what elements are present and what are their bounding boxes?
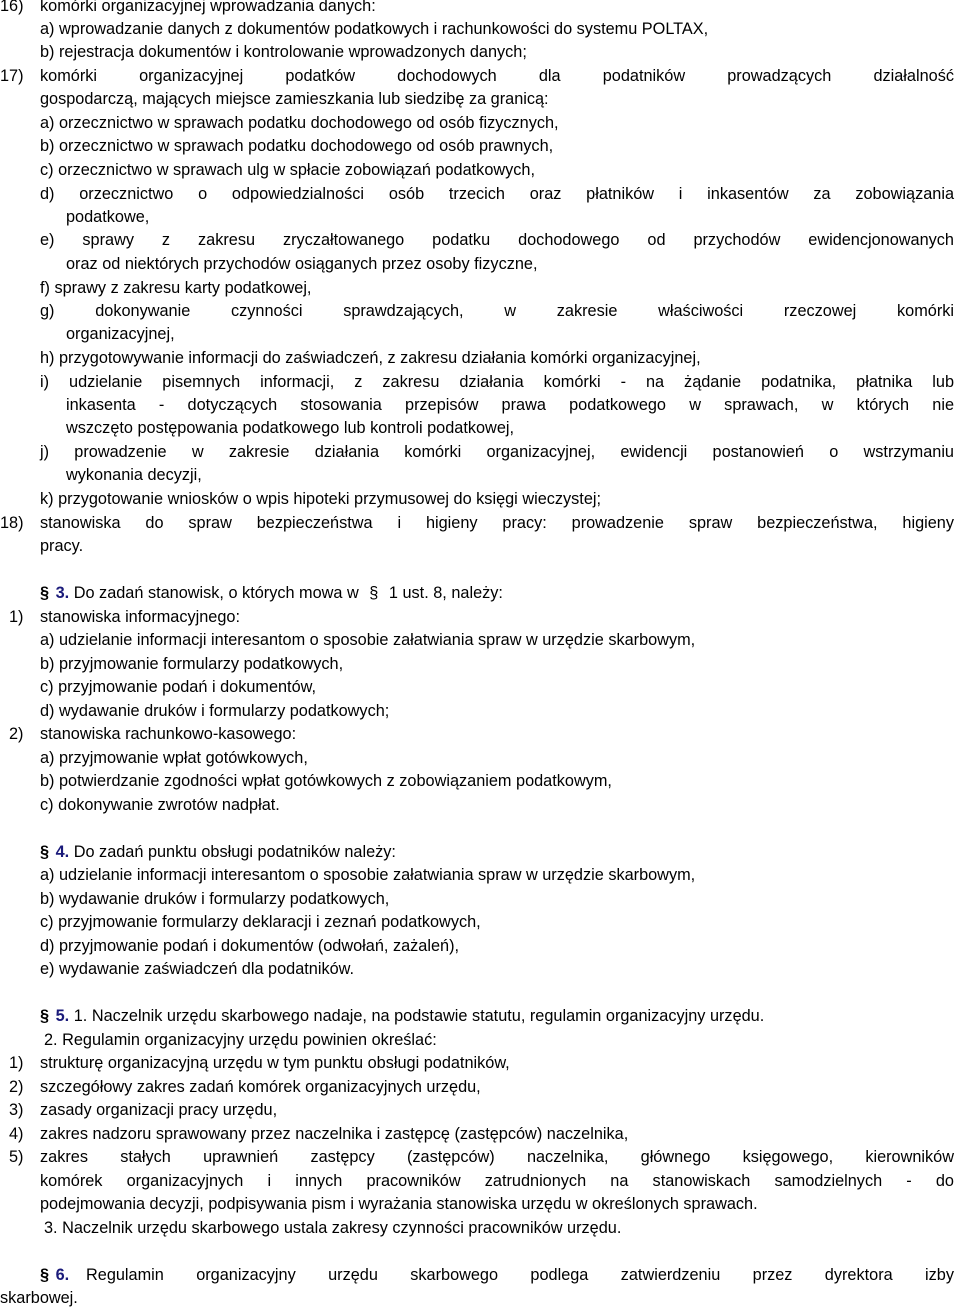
list-item-continuation: podatkowe, [66, 208, 150, 226]
item-number: 1) [9, 1054, 24, 1072]
item-heading: gospodarczą, mających miejsce zamieszkania lub siedzibę za granicą: [40, 90, 549, 108]
list-item [0, 1123, 954, 1146]
list-item: a) orzecznictwo w sprawach podatku dochodowego od osób fizycznych, [40, 114, 559, 132]
item-number: 2) [9, 725, 24, 743]
list-item-continuation: oraz od niektórych przychodów osiąganych przez osoby fizyczne, [66, 255, 538, 273]
list-item [0, 723, 954, 746]
list-item-continuation: organizacyjnej, [66, 325, 175, 343]
list-item: d) orzecznictwo o odpowiedzialności osób trzecich oraz płatników i inkasentów za zobowiązania [40, 185, 954, 203]
list-item: b) orzecznictwo w sprawach podatku dochodowego od osób prawnych, [40, 137, 554, 155]
section-4-heading [40, 841, 954, 864]
list-item: c) orzecznictwo w sprawach ulg w spłacie zobowiązań podatkowych, [40, 161, 535, 179]
item-text: zasady organizacji pracy urzędu, [40, 1101, 278, 1119]
list-item: b) potwierdzanie zgodności wpłat gotówkowych z zobowiązaniem podatkowym, [40, 772, 612, 790]
section-text: 1. Naczelnik urzędu skarbowego nadaje, na podstawie statutu, regulamin organizacyjny urzędu. [73, 1007, 765, 1025]
item-heading: stanowiska rachunkowo-kasowego: [40, 725, 297, 743]
section-number: 6. [55, 1266, 70, 1284]
list-item-continuation: podejmowania decyzji, podpisywania pism i wyrażania stanowiska urzędu w określonych sprawach. [40, 1195, 758, 1213]
item-text: stanowiska do spraw bezpieczeństwa i higieny pracy: prowadzenie spraw bezpieczeństwa, higieny [40, 514, 954, 532]
section-text: skarbowej. [0, 1289, 78, 1307]
section-number: 4. [55, 843, 70, 861]
section-number: 3. [55, 584, 70, 602]
list-item: e) wydawanie zaświadczeń dla podatników. [40, 960, 355, 978]
list-item: j) prowadzenie w zakresie działania komórki organizacyjnej, ewidencji postanowień o wstrzymaniu [40, 443, 954, 461]
section-3-heading [40, 582, 954, 605]
list-item [0, 1052, 954, 1075]
section-text: Do zadań stanowisk, o których mowa w [73, 584, 359, 602]
list-item: b) przyjmowanie formularzy podatkowych, [40, 655, 344, 673]
paragraph: 2. Regulamin organizacyjny urzędu powinien określać: [44, 1031, 437, 1049]
item-text: zakres nadzoru sprawowany przez naczelnika i zastępcę (zastępców) naczelnika, [40, 1125, 629, 1143]
item-number: 1) [9, 608, 24, 626]
list-item: f) sprawy z zakresu karty podatkowej, [40, 279, 312, 297]
list-item: b) wydawanie druków i formularzy podatkowych, [40, 890, 390, 908]
list-item: k) przygotowanie wniosków o wpis hipoteki przymusowej do księgi wieczystej; [40, 490, 602, 508]
section-symbol: § [40, 584, 50, 602]
list-item [0, 606, 954, 629]
paragraph: 3. Naczelnik urzędu skarbowego ustala zakresy czynności pracowników urzędu. [44, 1219, 622, 1237]
list-item: c) dokonywanie zwrotów nadpłat. [40, 796, 280, 814]
paragraph-symbol: § [369, 584, 379, 602]
item-number: 18) [0, 514, 24, 532]
list-item: a) udzielanie informacji interesantom o sposobie załatwiania spraw w urzędzie skarbowym, [40, 866, 696, 884]
item-heading: komórki organizacyjnej podatków dochodowych dla podatników prowadzących działalność [40, 67, 954, 85]
list-item [0, 1099, 954, 1122]
section-text: 1 ust. 8, należy: [388, 584, 503, 602]
list-item: b) rejestracja dokumentów i kontrolowanie wprowadzonych danych; [40, 43, 527, 61]
list-item [0, 0, 954, 18]
item-heading: stanowiska informacyjnego: [40, 608, 240, 626]
list-item-continuation: wszczęto postępowania podatkowego lub kontroli podatkowej, [66, 419, 515, 437]
list-item: g) dokonywanie czynności sprawdzających, w zakresie właściwości rzeczowej komórki [40, 302, 954, 320]
list-item [0, 1076, 954, 1099]
list-item: d) przyjmowanie podań i dokumentów (odwołań, zażaleń), [40, 937, 460, 955]
item-number: 17) [0, 67, 24, 85]
list-item: c) przyjmowanie podań i dokumentów, [40, 678, 317, 696]
item-number: 5) [9, 1148, 24, 1166]
list-item: i) udzielanie pisemnych informacji, z zakresu działania komórki - na żądanie podatnika, płatnika lub [40, 373, 954, 391]
item-number: 16) [0, 0, 24, 15]
list-item: h) przygotowywanie informacji do zaświadczeń, z zakresu działania komórki organizacyjnej, [40, 349, 701, 367]
item-text: pracy. [40, 537, 84, 555]
section-symbol: § [40, 843, 50, 861]
section-text: Regulamin organizacyjny urzędu skarbowego podlega zatwierdzeniu przez dyrektora izby [86, 1266, 954, 1284]
section-symbol: § [40, 1266, 50, 1284]
item-text: strukturę organizacyjną urzędu w tym punktu obsługi podatników, [40, 1054, 510, 1072]
list-item: e) sprawy z zakresu zryczałtowanego podatku dochodowego od przychodów ewidencjonowanych [40, 231, 954, 249]
section-symbol: § [40, 1007, 50, 1025]
item-heading: komórki organizacyjnej wprowadzania danych: [40, 0, 376, 15]
section-5-heading [40, 1005, 954, 1028]
section-text: Do zadań punktu obsługi podatników należy: [73, 843, 396, 861]
item-text: szczegółowy zakres zadań komórek organizacyjnych urzędu, [40, 1078, 481, 1096]
list-item: d) wydawanie druków i formularzy podatkowych; [40, 702, 390, 720]
item-number: 3) [9, 1101, 24, 1119]
list-item-continuation: inkasenta - dotyczących stosowania przepisów prawa podatkowego w sprawach, w których nie [66, 396, 954, 414]
list-item-continuation: wykonania decyzji, [66, 466, 202, 484]
section-number: 5. [55, 1007, 70, 1025]
list-item: a) wprowadzanie danych z dokumentów podatkowych i rachunkowości do systemu POLTAX, [40, 20, 709, 38]
item-number: 2) [9, 1078, 24, 1096]
list-item: a) przyjmowanie wpłat gotówkowych, [40, 749, 308, 767]
list-item: a) udzielanie informacji interesantom o sposobie załatwiania spraw w urzędzie skarbowym, [40, 631, 696, 649]
item-text: zakres stałych uprawnień zastępcy (zastępców) naczelnika, głównego księgowego, kierowników [40, 1148, 954, 1166]
item-number: 4) [9, 1125, 24, 1143]
list-item: c) przyjmowanie formularzy deklaracji i zeznań podatkowych, [40, 913, 481, 931]
list-item-continuation: komórek organizacyjnych i innych pracowników zatrudnionych na stanowiskach samodzielnych - do [40, 1172, 954, 1190]
